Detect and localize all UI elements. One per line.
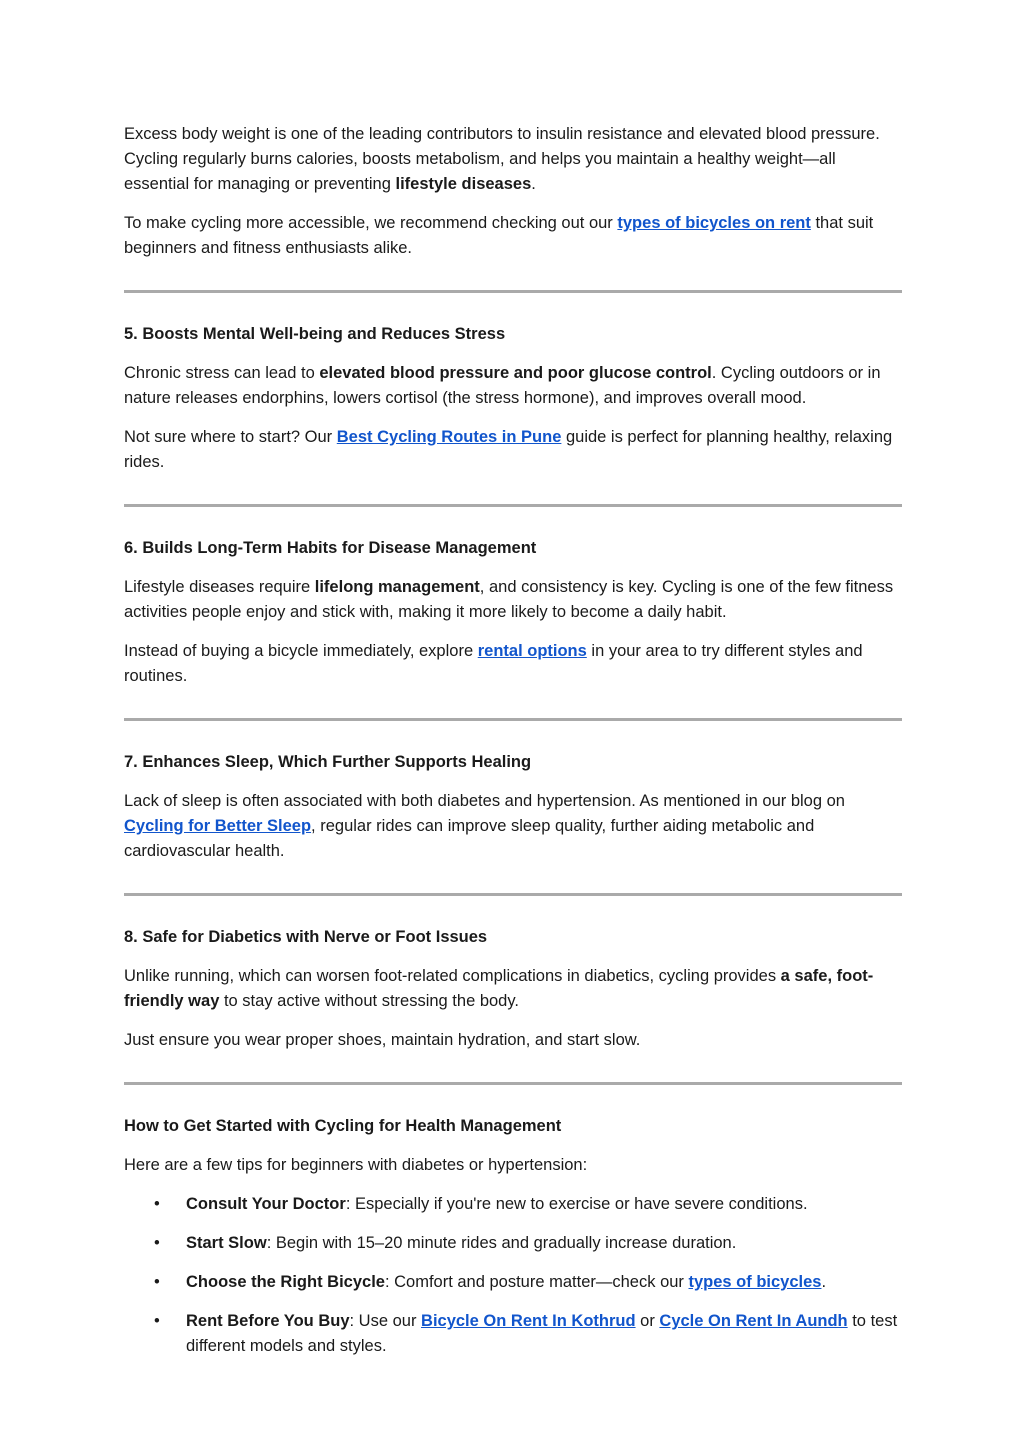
text-span: , regular rides can improve sleep quality, further aiding metabolic and cardiovascular health. [124, 817, 815, 860]
article-body [124, 122, 902, 1373]
text-span: . [531, 175, 536, 193]
text-span: Lifestyle diseases require [124, 578, 315, 596]
text-span: Unlike running, which can worsen foot-related complications in diabetics, cycling provides [124, 967, 781, 985]
types-of-bicycles-link[interactable]: types of bicycles [688, 1273, 822, 1291]
rental-options-link[interactable]: rental options [477, 642, 587, 660]
text-span: to test different models and styles. [186, 1312, 898, 1355]
text-span: Lack of sleep is often associated with both diabetes and hypertension. As mentioned in our blog on [124, 792, 845, 810]
tips-list [124, 1192, 902, 1359]
text-span: : Use our [349, 1312, 422, 1330]
section-8-paragraph-2: Just ensure you wear proper shoes, maintain hydration, and start slow. [124, 1031, 641, 1049]
section-divider [124, 290, 902, 293]
text-span: that suit beginners and fitness enthusiasts alike. [124, 214, 874, 257]
getting-started-intro: Here are a few tips for beginners with diabetes or hypertension: [124, 1156, 588, 1174]
list-item [154, 1309, 902, 1359]
text-span: , and consistency is key. Cycling is one of the few fitness activities people enjoy and stick with, making it more likely to become a daily habit. [124, 578, 894, 621]
section-8-paragraph-1 [124, 964, 902, 1014]
cycle-on-rent-aundh-link[interactable]: Cycle On Rent In Aundh [659, 1312, 848, 1330]
text-span: . [821, 1273, 827, 1291]
section-8-heading: 8. Safe for Diabetics with Nerve or Foot Issues [124, 928, 488, 946]
section-5-paragraph-1 [124, 361, 902, 411]
text-span: Not sure where to start? Our [124, 428, 337, 446]
section-divider [124, 718, 902, 721]
bold-text: Consult Your Doctor [186, 1195, 346, 1213]
section-divider [124, 1082, 902, 1085]
bold-text: a safe, foot-friendly way [124, 967, 874, 1010]
text-span: Chronic stress can lead to [124, 364, 320, 382]
bold-text: lifelong management [314, 578, 480, 596]
text-span: : Especially if you're new to exercise or have severe conditions. [345, 1195, 808, 1213]
best-cycling-routes-link[interactable]: Best Cycling Routes in Pune [336, 428, 562, 446]
bold-text: lifestyle diseases [395, 175, 532, 193]
cycling-for-better-sleep-link[interactable]: Cycling for Better Sleep [124, 817, 312, 835]
list-item [154, 1231, 902, 1256]
list-item [154, 1192, 902, 1217]
section-6-paragraph-1 [124, 575, 902, 625]
section-7-heading: 7. Enhances Sleep, Which Further Supports Healing [124, 753, 532, 771]
bold-text: Rent Before You Buy [186, 1312, 350, 1330]
bullet-icon: • [154, 1234, 160, 1252]
text-span: To make cycling more accessible, we recommend checking out our [124, 214, 618, 232]
bullet-icon: • [154, 1273, 160, 1291]
bold-text: Start Slow [186, 1234, 267, 1252]
list-item [154, 1270, 902, 1295]
bullet-icon: • [154, 1312, 160, 1330]
section-divider [124, 893, 902, 896]
text-span: to stay active without stressing the body. [219, 992, 519, 1010]
section-divider [124, 504, 902, 507]
text-span: Excess body weight is one of the leading contributors to insulin resistance and elevated blood pressure. Cycling regularly burns calories, boosts metabolism, and helps you maintain a healthy weight—all essential for managing or preventing [124, 125, 880, 193]
intro-paragraph-2 [124, 211, 902, 261]
section-6-heading: 6. Builds Long-Term Habits for Disease Management [124, 539, 537, 557]
text-span: . Cycling outdoors or in nature releases endorphins, lowers cortisol (the stress hormone), and improves overall mood. [124, 364, 881, 407]
types-of-bicycles-on-rent-link[interactable]: types of bicycles on rent [617, 214, 811, 232]
text-span: Instead of buying a bicycle immediately, explore [124, 642, 478, 660]
bicycle-on-rent-kothrud-link[interactable]: Bicycle On Rent In Kothrud [421, 1312, 636, 1330]
text-span: : Comfort and posture matter—check our [384, 1273, 689, 1291]
text-span: in your area to try different styles and routines. [124, 642, 863, 685]
section-6-paragraph-2 [124, 639, 902, 689]
bold-text: elevated blood pressure and poor glucose control [319, 364, 712, 382]
intro-paragraph-1 [124, 122, 902, 197]
section-5-paragraph-2 [124, 425, 902, 475]
text-span: guide is perfect for planning healthy, relaxing rides. [124, 428, 893, 471]
text-span: or [635, 1312, 660, 1330]
section-5-heading: 5. Boosts Mental Well-being and Reduces Stress [124, 325, 506, 343]
text-span: : Begin with 15–20 minute rides and gradually increase duration. [266, 1234, 737, 1252]
bold-text: Choose the Right Bicycle [186, 1273, 385, 1291]
section-7-paragraph-1 [124, 789, 902, 864]
getting-started-heading: How to Get Started with Cycling for Health Management [124, 1117, 562, 1135]
bullet-icon: • [154, 1195, 160, 1213]
